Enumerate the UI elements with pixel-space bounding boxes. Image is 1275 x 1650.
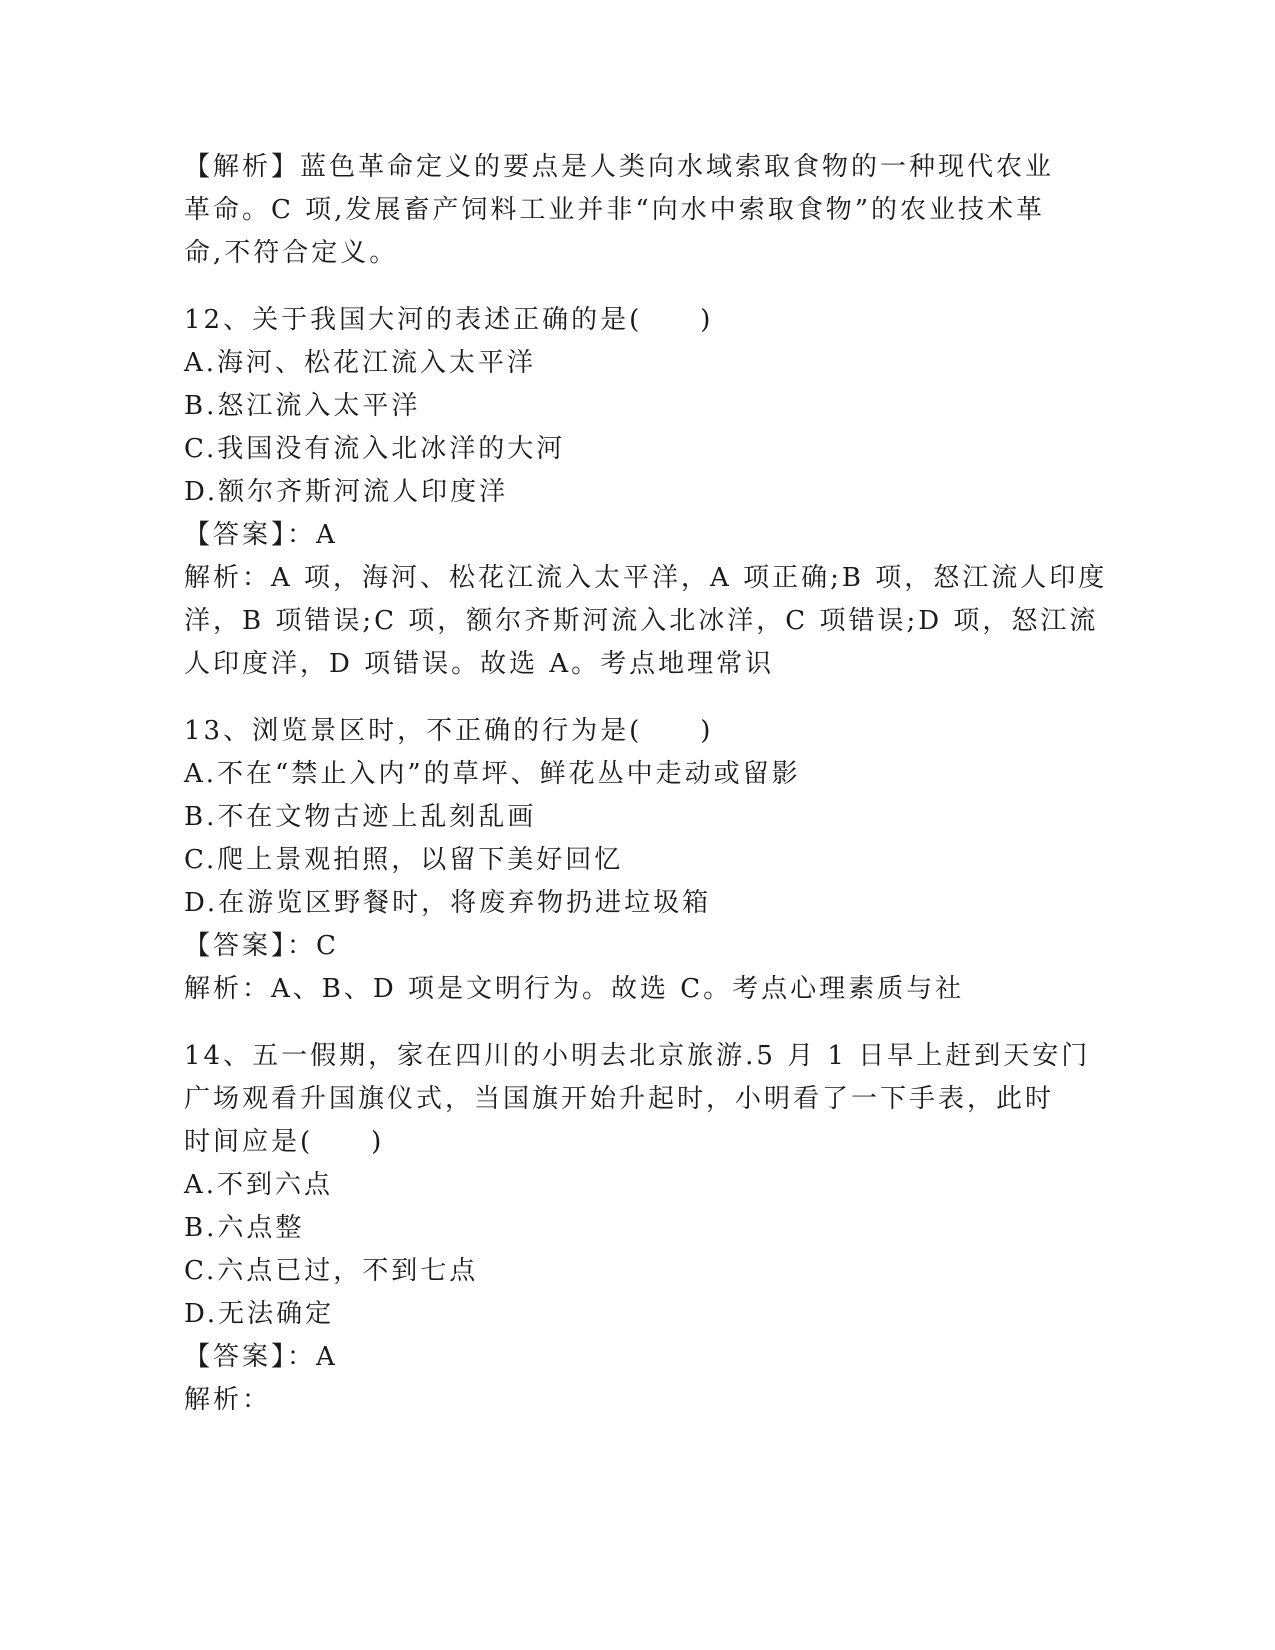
question-stem: 时间应是( ): [184, 1127, 385, 1157]
option-b: B.不在文物古迹上乱刻乱画: [184, 802, 537, 832]
question-13: [184, 710, 1084, 1011]
option-d: D.在游览区野餐时，将废弃物扔进垃圾箱: [184, 888, 712, 918]
option-b: B.六点整: [184, 1213, 305, 1243]
explanation-line: 解析：A 项，海河、松花江流入太平洋，A 项正确;B 项，怒江流人印度: [184, 563, 1108, 593]
option-a: A.海河、松花江流入太平洋: [184, 348, 537, 378]
option-a: A.不到六点: [184, 1170, 334, 1200]
explanation-line: 【解析】蓝色革命定义的要点是人类向水域索取食物的一种现代农业: [184, 152, 1055, 182]
question-12: [184, 299, 1108, 686]
option-a: A.不在“禁止入内”的草坪、鲜花丛中走动或留影: [184, 759, 801, 789]
explanation-line: 人印度洋，D 项错误。故选 A。考点地理常识: [184, 649, 775, 679]
option-d: D.无法确定: [184, 1299, 335, 1329]
option-d: D.额尔齐斯河流人印度洋: [184, 477, 509, 507]
answer-line: 【答案】：C: [184, 931, 339, 961]
explanation-block-11: [184, 146, 1084, 275]
option-c: C.我国没有流入北冰洋的大河: [184, 434, 566, 464]
explanation-line: 解析：: [184, 1385, 272, 1415]
document-page: [184, 146, 1108, 1422]
question-14: [184, 1035, 1091, 1422]
option-c: C.爬上景观拍照，以留下美好回忆: [184, 845, 624, 875]
question-stem: 12、关于我国大河的表述正确的是( ): [184, 305, 714, 335]
answer-line: 【答案】：A: [184, 520, 338, 550]
option-b: B.怒江流入太平洋: [184, 391, 421, 421]
option-c: C.六点已过，不到七点: [184, 1256, 479, 1286]
explanation-line: 革命。C 项,发展畜产饲料工业并非“向水中索取食物”的农业技术革: [184, 195, 1046, 225]
question-stem: 13、浏览景区时，不正确的行为是( ): [184, 716, 714, 746]
explanation-line: 解析：A、B、D 项是文明行为。故选 C。考点心理素质与社: [184, 974, 965, 1004]
question-stem: 14、五一假期，家在四川的小明去北京旅游.5 月 1 日早上赶到天安门: [184, 1041, 1091, 1071]
explanation-line: 命,不符合定义。: [184, 238, 399, 268]
question-stem: 广场观看升国旗仪式，当国旗开始升起时，小明看了一下手表，此时: [184, 1084, 1055, 1114]
explanation-line: 洋，B 项错误;C 项，额尔齐斯河流入北冰洋，C 项错误;D 项，怒江流: [184, 606, 1099, 636]
answer-line: 【答案】：A: [184, 1342, 338, 1372]
